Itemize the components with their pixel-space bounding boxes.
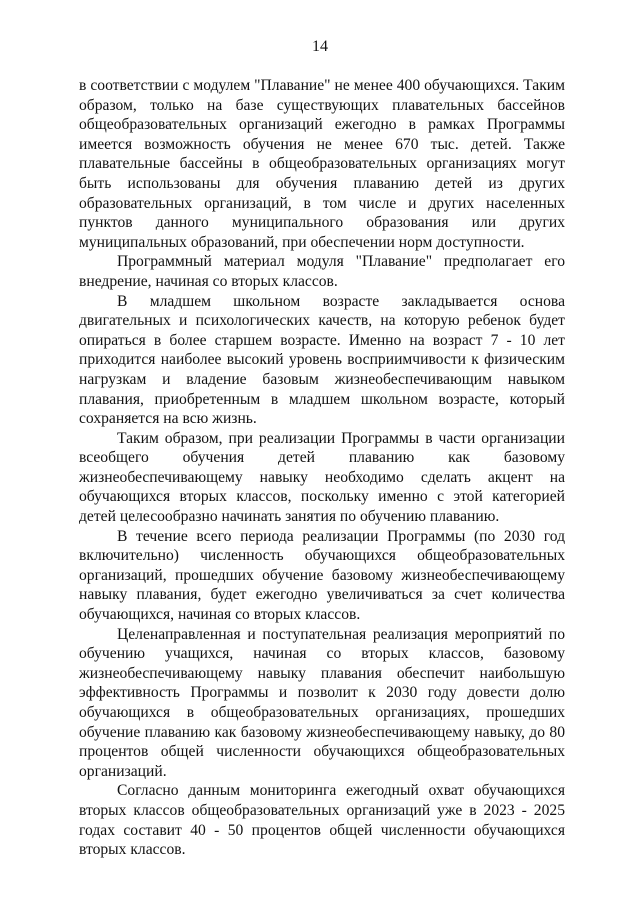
page-number: 14 bbox=[312, 38, 328, 55]
paragraph-1: в соответствии с модулем "Плавание" не менее 400 обучающихся. Таким образом, только на базе существующих плавательных бассейнов общеобразовательных организаций ежегодно в рамках Программы имеется возможность обучения не менее 670 тыс. детей. Также плавательные бассейны в общеобразовательных организациях могут быть использованы для обучения плаванию детей из других образовательных организаций, в том числе и других населенных пунктов данного муниципального образования или других муниципальных образований, при обеспечении норм доступности. bbox=[79, 77, 565, 251]
paragraph-4: Таким образом, при реализации Программы в части организации всеобщего обучения детей плаванию как базовому жизнеобеспечивающему навыку необходимо сделать акцент на обучающихся вторых классов, поскольку именно с этой категорией детей целесообразно начинать занятия по обучению плаванию. bbox=[79, 429, 565, 526]
document-body bbox=[79, 76, 565, 860]
paragraph-3: В младшем школьном возрасте закладывается основа двигательных и психологических качеств, на которую ребенок будет опираться в более старшем возрасте. Именно на возраст 7 - 10 лет приходится наиболее высокий уровень восприимчивости к физическим нагрузкам и владение базовым жизнеобеспечивающим навыком плавания, приобретенным в младшем школьном возрасте, который сохраняется на всю жизнь. bbox=[79, 292, 565, 428]
paragraph-5: В течение всего периода реализации Программы (по 2030 год включительно) численность обучающихся общеобразовательных организаций, прошедших обучение базовому жизнеобеспечивающему навыку плавания, будет ежегодно увеличиваться за счет количества обучающихся, начиная со вторых классов. bbox=[79, 527, 565, 624]
paragraph-2: Программный материал модуля "Плавание" предполагает его внедрение, начиная со вторых классов. bbox=[79, 253, 565, 290]
paragraph-6: Целенаправленная и поступательная реализация мероприятий по обучению учащихся, начиная со вторых классов, базовому жизнеобеспечивающему навыку плавания обеспечит наибольшую эффективность Программы и позволит к 2030 году довести долю обучающихся в общеобразовательных организациях, прошедших обучение плаванию как базовому жизнеобеспечивающему навыку, до 80 процентов общей численности обучающихся общеобразовательных организаций. bbox=[79, 625, 565, 780]
paragraph-7: Согласно данным мониторинга ежегодный охват обучающихся вторых классов общеобразовательных организаций уже в 2023 - 2025 годах составит 40 - 50 процентов общей численности обучающихся вторых классов. bbox=[79, 782, 565, 859]
